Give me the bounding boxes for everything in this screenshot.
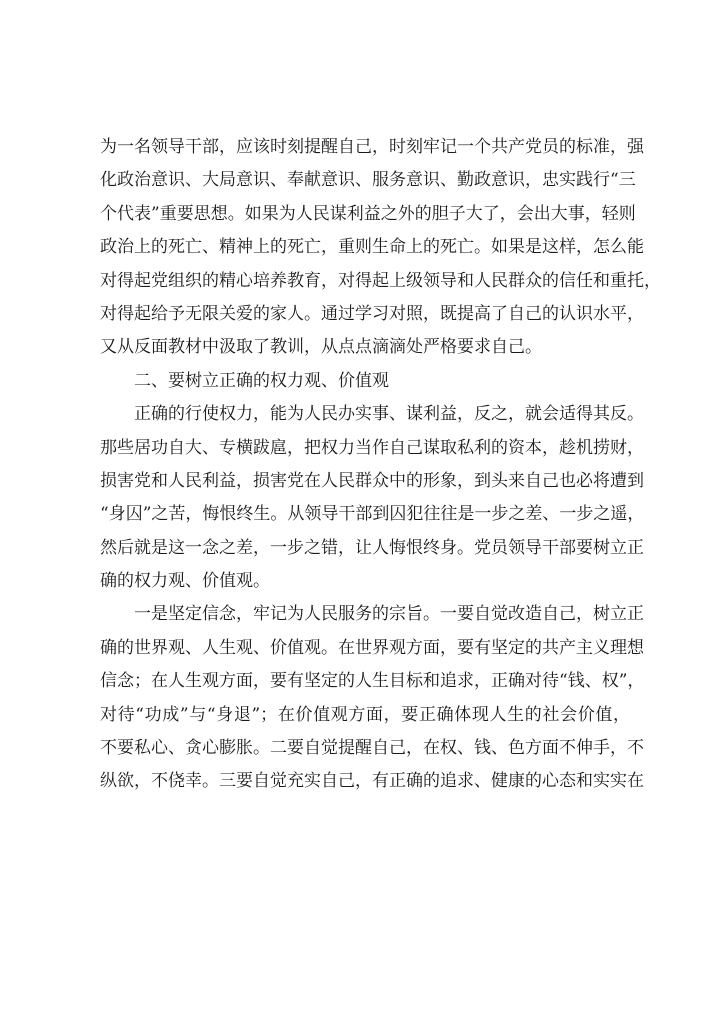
text-line: 个代表”重要思想。如果为人民谋利益之外的胆子大了，会出大事，轻则 <box>100 203 636 224</box>
document-body <box>100 131 661 799</box>
text-line: 那些居功自大、专横跋扈，把权力当作自己谋取私利的资本，趁机捞财， <box>100 437 644 458</box>
text-line: 对得起给予无限关爱的家人。通过学习对照，既提高了自己的认识水平， <box>100 303 644 324</box>
text-line: 政治上的死亡、精神上的死亡，重则生命上的死亡。如果是这样，怎么能 <box>100 237 644 258</box>
text-line: 确的权力观、价值观。 <box>100 571 270 592</box>
text-line: 对得起党组织的精心培养教育，对得起上级领导和人民群众的信任和重托， <box>100 270 661 291</box>
text-line: 确的世界观、人生观、价值观。在世界观方面，要有坚定的共产主义理想 <box>100 637 644 658</box>
text-line: 化政治意识、大局意识、奉献意识、服务意识、勤政意识，忠实践行“三 <box>100 170 636 191</box>
text-line: 损害党和人民利益，损害党在人民群众中的形象，到头来自己也必将遭到 <box>100 470 644 491</box>
paragraph-first-line: 正确的行使权力，能为人民办实事、谋利益，反之，就会适得其反。 <box>134 404 644 425</box>
text-line: 不要私心、贪心膨胀。二要自觉提醒自己，在权、钱、色方面不伸手，不 <box>100 738 644 759</box>
paragraph-first-line: 二、要树立正确的权力观、价值观 <box>134 370 389 391</box>
text-line: 对待“功成”与“身退”；在价值观方面，要正确体现人生的社会价值， <box>100 704 630 725</box>
text-line: 为一名领导干部，应该时刻提醒自己，时刻牢记一个共产党员的标准，强 <box>100 137 644 157</box>
paragraph-first-line: 一是坚定信念，牢记为人民服务的宗旨。一要自觉改造自己，树立正 <box>134 604 644 625</box>
text-line: 又从反面教材中汲取了教训，从点点滴滴处严格要求自己。 <box>100 337 542 358</box>
text-line: “身囚”之苦，悔恨终生。从领导干部到囚犯往往是一步之差、一步之遥， <box>100 504 645 525</box>
text-line: 然后就是这一念之差，一步之错，让人悔恨终身。党员领导干部要树立正 <box>100 537 644 558</box>
text-line: 信念；在人生观方面，要有坚定的人生目标和追求，正确对待“钱、权”， <box>100 671 645 692</box>
text-line: 纵欲，不侥幸。三要自觉充实自己，有正确的追求、健康的心态和实实在 <box>100 771 644 792</box>
